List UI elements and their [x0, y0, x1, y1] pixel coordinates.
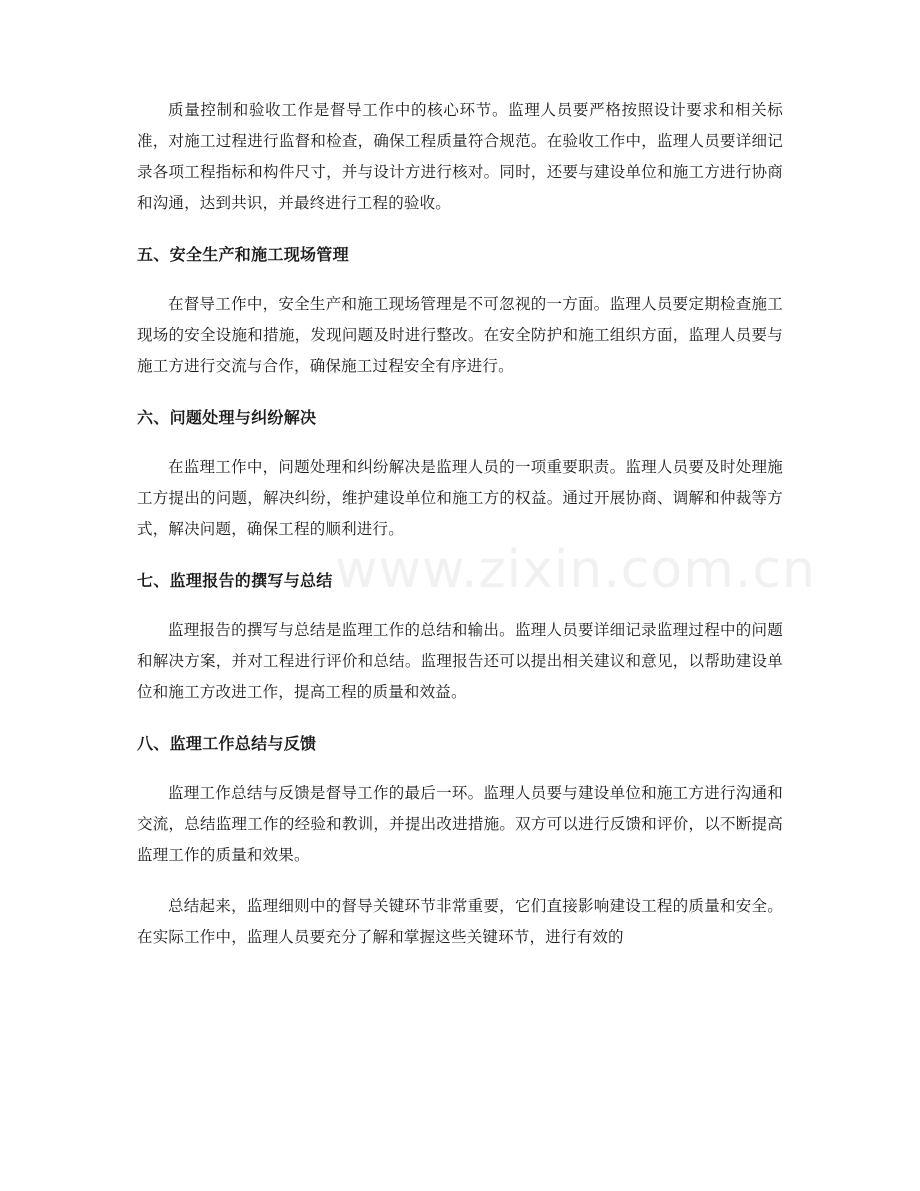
paragraph-safety-management: 在督导工作中，安全生产和施工现场管理是不可忽视的一方面。监理人员要定期检查施工现场的安全设施和措施，发现问题及时进行整改。在安全防护和施工组织方面，监理人员要与施工方进行交流与合作，确保施工过程安全有序进行。	[137, 295, 783, 375]
paragraph-quality-control: 质量控制和验收工作是督导工作中的核心环节。监理人员要严格按照设计要求和相关标准，对施工过程进行监督和检查，确保工程质量符合规范。在验收工作中，监理人员要详细记录各项工程指标和构件尺寸，并与设计方进行核对。同时，还要与建设单位和施工方进行协商和沟通，达到共识，并最终进行工程的验收。	[137, 101, 783, 212]
heading-section-6: 六、问题处理与纠纷解决	[137, 408, 317, 427]
watermark: www.zixin.com.cn	[335, 540, 816, 600]
heading-section-8: 八、监理工作总结与反馈	[137, 734, 317, 753]
paragraph-dispute-resolution: 在监理工作中，问题处理和纠纷解决是监理人员的一项重要职责。监理人员要及时处理施工方提出的问题，解决纠纷，维护建设单位和施工方的权益。通过开展协商、调解和仲裁等方式，解决问题，确保工程的顺利进行。	[137, 458, 783, 538]
document-page	[137, 95, 783, 953]
paragraph-report-writing: 监理报告的撰写与总结是监理工作的总结和输出。监理人员要详细记录监理过程中的问题和解决方案，并对工程进行评价和总结。监理报告还可以提出相关建议和意见，以帮助建设单位和施工方改进工作，提高工程的质量和效益。	[137, 621, 783, 701]
heading-section-5: 五、安全生产和施工现场管理	[137, 245, 349, 264]
paragraph-conclusion: 总结起来，监理细则中的督导关键环节非常重要，它们直接影响建设工程的质量和安全。在实际工作中，监理人员要充分了解和掌握这些关键环节，进行有效的	[137, 897, 783, 946]
paragraph-summary-feedback: 监理工作总结与反馈是督导工作的最后一环。监理人员要与建设单位和施工方进行沟通和交流，总结监理工作的经验和教训，并提出改进措施。双方可以进行反馈和评价，以不断提高监理工作的质量和效果。	[137, 784, 783, 864]
heading-section-7: 七、监理报告的撰写与总结	[137, 571, 333, 590]
